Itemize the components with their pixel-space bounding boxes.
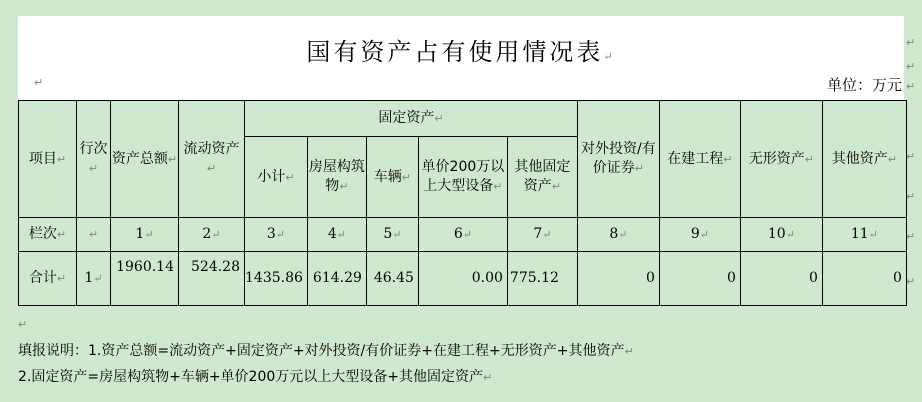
paragraph-mark: ↵	[34, 76, 44, 89]
large-equipment-value: 0.00	[418, 252, 507, 306]
header-item: 项目↵	[19, 101, 77, 218]
column-number: 7↵	[507, 218, 577, 252]
column-number: 6↵	[418, 218, 507, 252]
header-intangible: 无形资产↵	[740, 101, 822, 218]
current-assets-value: 524.28	[179, 252, 245, 306]
note-line-2: 2.固定资产=房屋构筑物+车辆+单价200万元以上大型设备+其他固定资产↵	[18, 369, 493, 385]
header-investments: 对外投资/有价证券↵	[577, 101, 659, 218]
column-row-blank: ↵	[77, 218, 111, 252]
header-other-fixed: 其他固定资产↵	[507, 137, 577, 218]
total-assets-value: 1960.14	[111, 252, 179, 306]
total-row-label: 合计↵	[19, 252, 77, 306]
column-row-label: 栏次↵	[19, 218, 77, 252]
column-number: 2↵	[179, 218, 245, 252]
column-number: 3↵	[245, 218, 308, 252]
paragraph-mark: ↵	[906, 60, 916, 73]
column-number: 5↵	[366, 218, 418, 252]
paragraph-mark: ↵	[18, 318, 28, 331]
vehicles-value: 46.45	[366, 252, 418, 306]
paragraph-mark: ↵	[906, 190, 916, 203]
header-buildings: 房屋构筑物↵	[307, 137, 366, 218]
page-title: 国有资产占有使用情况表↵	[306, 38, 616, 66]
column-number-row	[19, 218, 907, 252]
other-assets-value: 0	[822, 252, 906, 306]
header-current-assets: 流动资产↵	[179, 101, 245, 218]
column-number: 1↵	[111, 218, 179, 252]
paragraph-mark: ↵	[906, 36, 916, 49]
column-number: 10↵	[740, 218, 822, 252]
column-number: 8↵	[577, 218, 659, 252]
investments-value: 0	[577, 252, 659, 306]
header-row-no: 行次↵	[77, 101, 111, 218]
paragraph-mark: ↵	[906, 80, 916, 93]
column-number: 4↵	[307, 218, 366, 252]
total-row	[19, 252, 907, 306]
other-fixed-value: 775.12	[507, 252, 577, 306]
buildings-value: 614.29	[307, 252, 366, 306]
header-other-assets: 其他资产↵	[822, 101, 906, 218]
header-large-equipment: 单价200万以上大型设备↵	[418, 137, 507, 218]
title-area	[18, 16, 904, 100]
intangible-value: 0	[740, 252, 822, 306]
header-fixed-assets: 固定资产↵	[245, 101, 578, 137]
column-number: 9↵	[659, 218, 740, 252]
unit-label: 单位：万元	[826, 76, 902, 94]
header-subtotal: 小计↵	[245, 137, 308, 218]
note-line-1: 填报说明：1.资产总额=流动资产+固定资产+对外投资/有价证券+在建工程+无形资产+其他资产↵	[18, 343, 634, 359]
fixed-subtotal-value: 1435.86	[245, 252, 308, 306]
construction-value: 0	[659, 252, 740, 306]
total-row-no: 1↵	[77, 252, 111, 306]
paragraph-mark: ↵	[906, 150, 916, 163]
header-vehicles: 车辆↵	[366, 137, 418, 218]
asset-table	[18, 100, 907, 306]
paragraph-mark: ↵	[906, 275, 916, 288]
header-construction: 在建工程↵	[659, 101, 740, 218]
paragraph-mark: ↵	[906, 230, 916, 243]
column-number: 11↵	[822, 218, 906, 252]
header-total-assets: 资产总额↵	[111, 101, 179, 218]
